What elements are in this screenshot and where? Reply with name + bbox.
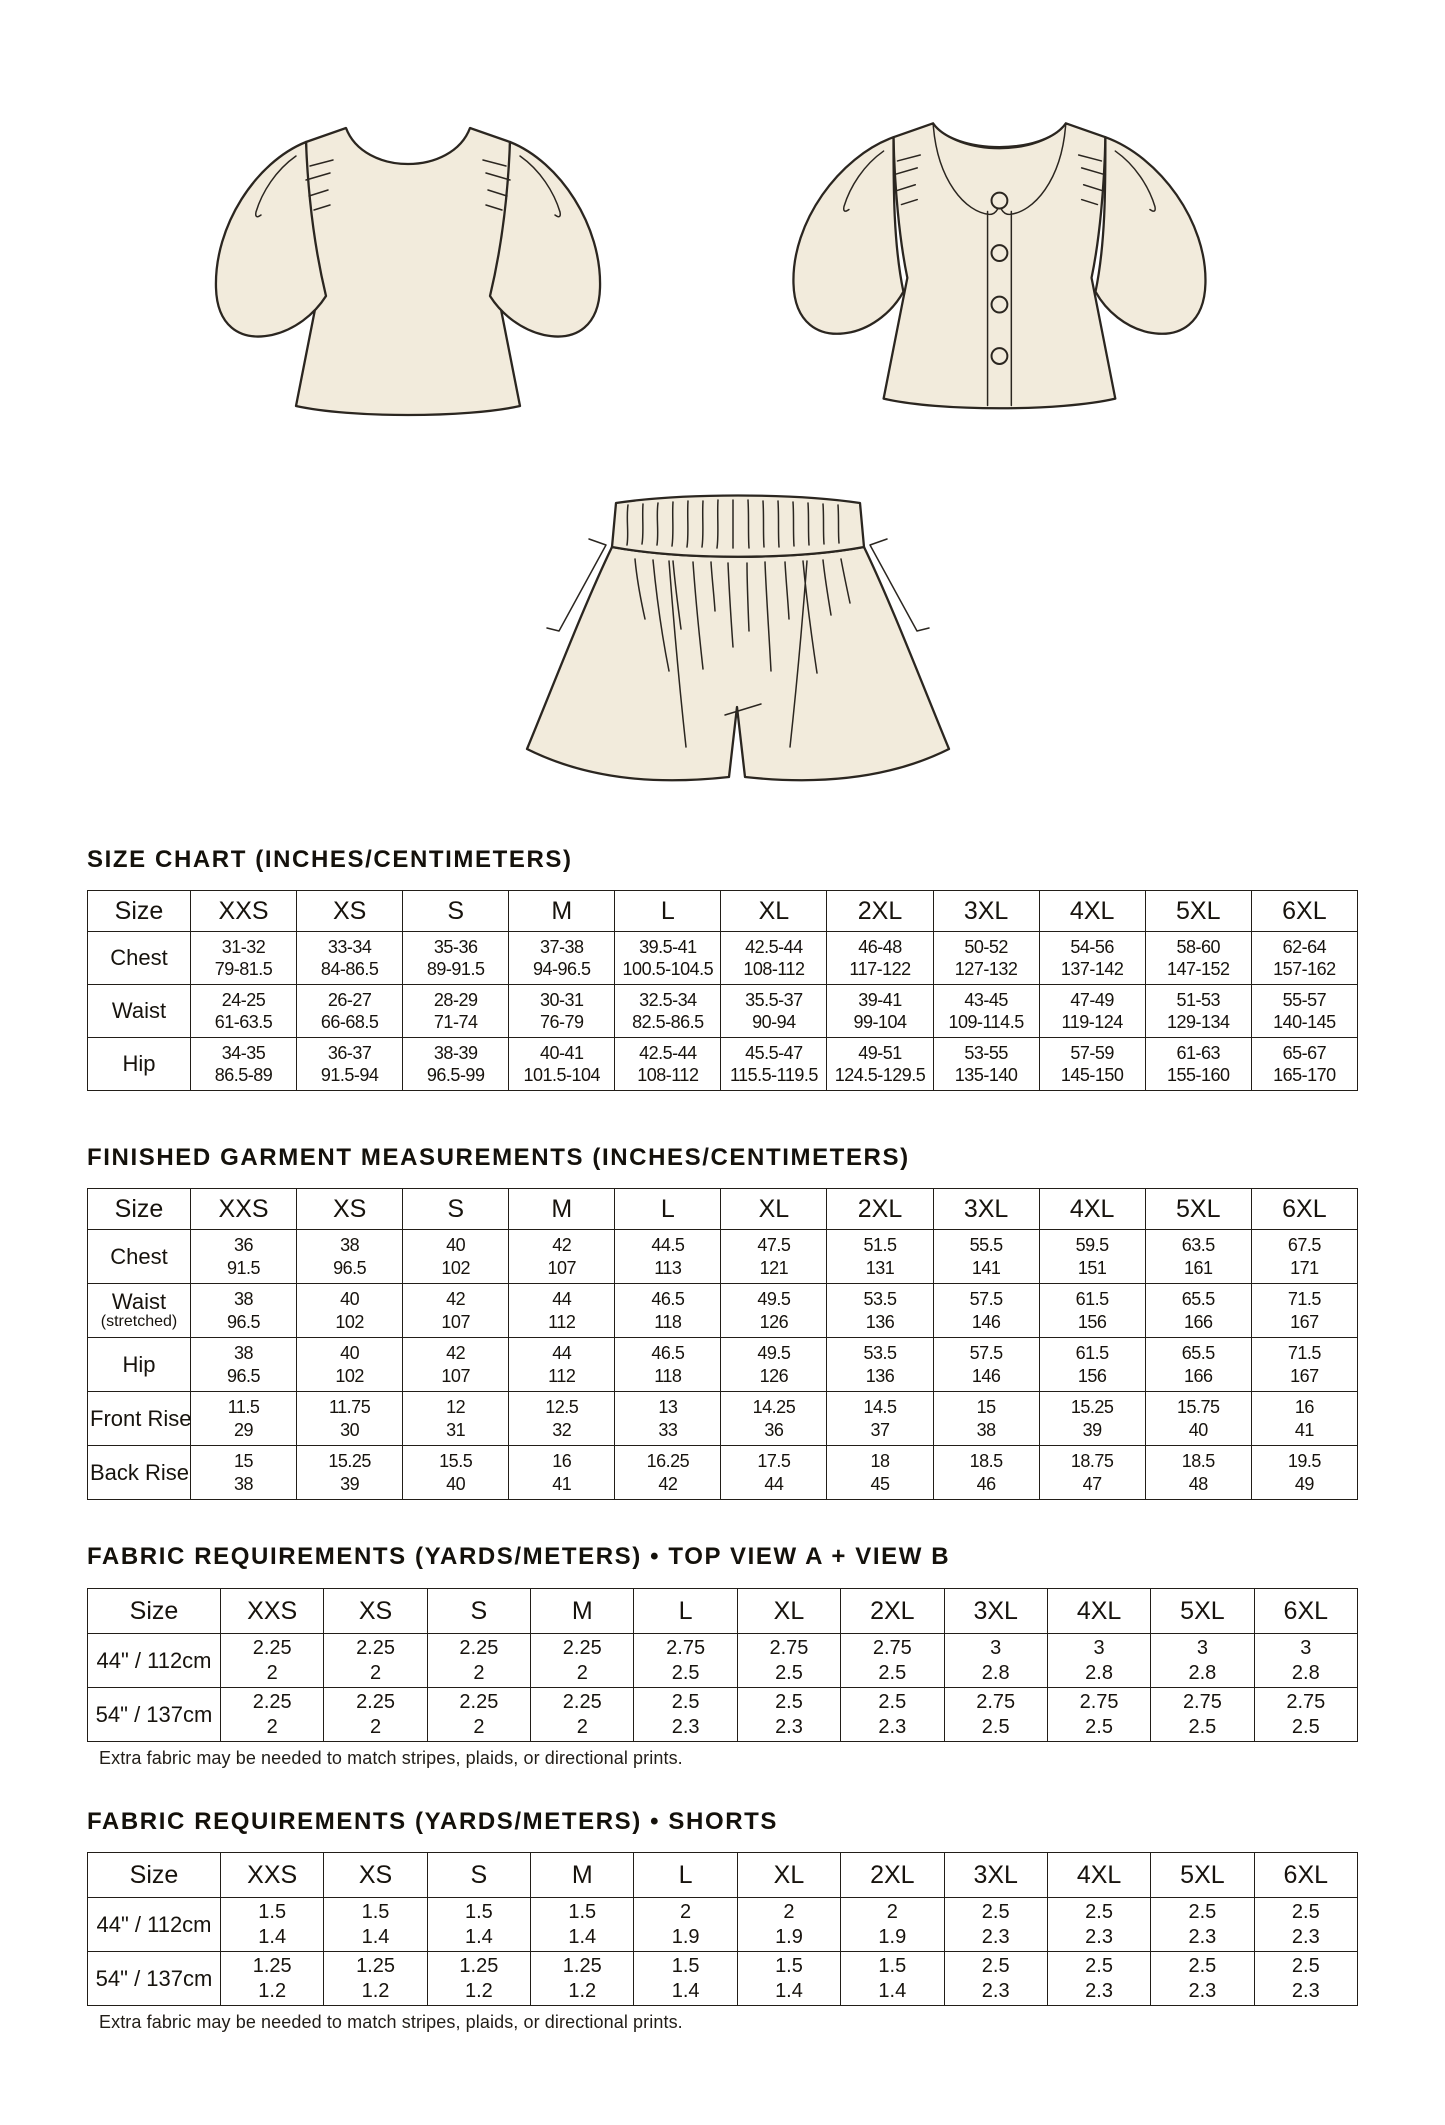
measurement-cell: 2.25 2 xyxy=(427,1688,530,1742)
blouse-view-b-illustration xyxy=(742,96,1247,421)
measurement-cell: 15.75 40 xyxy=(1145,1392,1251,1446)
measurement-cell: 44 112 xyxy=(509,1338,615,1392)
measurement-cell: 49-51 124.5-129.5 xyxy=(827,1038,933,1091)
column-header: Size xyxy=(88,1589,221,1634)
measurement-cell: 2.25 2 xyxy=(324,1688,427,1742)
column-header: 5XL xyxy=(1145,1189,1251,1230)
column-header: L xyxy=(634,1589,737,1634)
measurement-cell: 2.75 2.5 xyxy=(841,1634,944,1688)
measurement-cell: 62-64 157-162 xyxy=(1251,932,1357,985)
row-label: Waist xyxy=(88,985,191,1038)
column-header: 4XL xyxy=(1039,891,1145,932)
column-header: 2XL xyxy=(841,1589,944,1634)
measurement-cell: 16 41 xyxy=(1251,1392,1357,1446)
measurement-cell: 19.5 49 xyxy=(1251,1446,1357,1500)
measurement-cell: 2.25 2 xyxy=(531,1688,634,1742)
measurement-cell: 3 2.8 xyxy=(944,1634,1047,1688)
column-header: XXS xyxy=(191,891,297,932)
size-chart-table xyxy=(87,890,1358,1091)
measurement-cell: 1.25 1.2 xyxy=(324,1952,427,2006)
elastic-waistband xyxy=(612,496,864,557)
measurement-cell: 43-45 109-114.5 xyxy=(933,985,1039,1038)
row-label: Hip xyxy=(88,1338,191,1392)
measurement-cell: 12 31 xyxy=(403,1392,509,1446)
finished-garment-measurements-grid xyxy=(87,1188,1358,1500)
measurement-cell: 2.25 2 xyxy=(531,1634,634,1688)
measurement-cell: 71.5 167 xyxy=(1251,1284,1357,1338)
measurement-cell: 2.5 2.3 xyxy=(1254,1952,1357,2006)
fabric-requirements-top-title: FABRIC REQUIREMENTS (YARDS/METERS) • TOP VIEW A + VIEW B xyxy=(87,1543,951,1570)
row-label: 54" / 137cm xyxy=(88,1688,221,1742)
measurement-cell: 15.5 40 xyxy=(403,1446,509,1500)
measurement-cell: 53-55 135-140 xyxy=(933,1038,1039,1091)
row-label: Front Rise xyxy=(88,1392,191,1446)
measurement-cell: 2.5 2.3 xyxy=(1254,1898,1357,1952)
measurement-cell: 67.5 171 xyxy=(1251,1230,1357,1284)
fabric-requirements-shorts-title: FABRIC REQUIREMENTS (YARDS/METERS) • SHORTS xyxy=(87,1808,779,1835)
measurement-cell: 44.5 113 xyxy=(615,1230,721,1284)
measurement-cell: 53.5 136 xyxy=(827,1284,933,1338)
measurement-cell: 14.5 37 xyxy=(827,1392,933,1446)
button xyxy=(992,193,1008,209)
fabric-requirements-shorts-grid xyxy=(87,1852,1358,2006)
measurement-cell: 42 107 xyxy=(403,1338,509,1392)
column-header: S xyxy=(427,1853,530,1898)
measurement-cell: 65-67 165-170 xyxy=(1251,1038,1357,1091)
column-header: 5XL xyxy=(1151,1853,1254,1898)
column-header: XXS xyxy=(221,1589,324,1634)
measurement-cell: 15.25 39 xyxy=(297,1446,403,1500)
measurement-cell: 2.75 2.5 xyxy=(1047,1688,1150,1742)
measurement-cell: 2 1.9 xyxy=(737,1898,840,1952)
measurement-cell: 18.75 47 xyxy=(1039,1446,1145,1500)
measurement-cell: 57.5 146 xyxy=(933,1284,1039,1338)
measurement-cell: 61-63 155-160 xyxy=(1145,1038,1251,1091)
measurement-cell: 31-32 79-81.5 xyxy=(191,932,297,985)
measurement-cell: 12.5 32 xyxy=(509,1392,615,1446)
measurement-cell: 59.5 151 xyxy=(1039,1230,1145,1284)
column-header: XXS xyxy=(221,1853,324,1898)
measurement-cell: 61.5 156 xyxy=(1039,1284,1145,1338)
measurement-cell: 33-34 84-86.5 xyxy=(297,932,403,985)
measurement-cell: 1.5 1.4 xyxy=(531,1898,634,1952)
measurement-cell: 2.5 2.3 xyxy=(1047,1898,1150,1952)
column-header: 5XL xyxy=(1151,1589,1254,1634)
measurement-cell: 35-36 89-91.5 xyxy=(403,932,509,985)
blouse-body xyxy=(296,128,520,415)
measurement-cell: 53.5 136 xyxy=(827,1338,933,1392)
measurement-cell: 49.5 126 xyxy=(721,1284,827,1338)
measurement-cell: 2.75 2.5 xyxy=(634,1634,737,1688)
measurement-cell: 3 2.8 xyxy=(1254,1634,1357,1688)
button xyxy=(992,348,1008,364)
measurement-cell: 46.5 118 xyxy=(615,1338,721,1392)
measurement-cell: 2.5 2.3 xyxy=(944,1952,1047,2006)
measurement-cell: 57-59 145-150 xyxy=(1039,1038,1145,1091)
fabric-requirements-top-table xyxy=(87,1588,1358,1742)
measurement-cell: 24-25 61-63.5 xyxy=(191,985,297,1038)
measurement-cell: 32.5-34 82.5-86.5 xyxy=(615,985,721,1038)
measurement-cell: 34-35 86.5-89 xyxy=(191,1038,297,1091)
row-label: 44" / 112cm xyxy=(88,1898,221,1952)
measurement-cell: 1.5 1.4 xyxy=(737,1952,840,2006)
column-header: XS xyxy=(297,1189,403,1230)
measurement-cell: 40 102 xyxy=(297,1284,403,1338)
shorts-illustration xyxy=(503,483,973,786)
column-header: 6XL xyxy=(1251,1189,1357,1230)
measurement-cell: 2.5 2.3 xyxy=(944,1898,1047,1952)
fabric-requirements-top-grid xyxy=(87,1588,1358,1742)
measurement-cell: 18.5 46 xyxy=(933,1446,1039,1500)
measurement-cell: 1.25 1.2 xyxy=(427,1952,530,2006)
measurement-cell: 11.5 29 xyxy=(191,1392,297,1446)
row-label: 54" / 137cm xyxy=(88,1952,221,2006)
measurement-cell: 15 38 xyxy=(191,1446,297,1500)
measurement-cell: 13 33 xyxy=(615,1392,721,1446)
column-header: XL xyxy=(737,1589,840,1634)
measurement-cell: 54-56 137-142 xyxy=(1039,932,1145,985)
column-header: 6XL xyxy=(1254,1853,1357,1898)
measurement-cell: 42.5-44 108-112 xyxy=(615,1038,721,1091)
measurement-cell: 16.25 42 xyxy=(615,1446,721,1500)
measurement-cell: 42 107 xyxy=(403,1284,509,1338)
measurement-cell: 1.5 1.4 xyxy=(841,1952,944,2006)
column-header: L xyxy=(634,1853,737,1898)
measurement-cell: 1.5 1.4 xyxy=(324,1898,427,1952)
measurement-cell: 11.75 30 xyxy=(297,1392,403,1446)
column-header: 3XL xyxy=(933,891,1039,932)
measurement-cell: 1.5 1.4 xyxy=(427,1898,530,1952)
column-header: M xyxy=(531,1853,634,1898)
column-header: 2XL xyxy=(841,1853,944,1898)
fabric-note-top: Extra fabric may be needed to match stripes, plaids, or directional prints. xyxy=(99,1748,683,1768)
column-header: 5XL xyxy=(1145,891,1251,932)
finished-measurements-title: FINISHED GARMENT MEASUREMENTS (INCHES/CENTIMETERS) xyxy=(87,1144,910,1171)
measurement-cell: 2.5 2.3 xyxy=(841,1688,944,1742)
measurement-cell: 2.25 2 xyxy=(324,1634,427,1688)
measurement-cell: 65.5 166 xyxy=(1145,1284,1251,1338)
measurement-cell: 17.5 44 xyxy=(721,1446,827,1500)
row-label: Chest xyxy=(88,932,191,985)
column-header: S xyxy=(403,1189,509,1230)
measurement-cell: 46.5 118 xyxy=(615,1284,721,1338)
measurement-cell: 36-37 91.5-94 xyxy=(297,1038,403,1091)
measurement-cell: 15.25 39 xyxy=(1039,1392,1145,1446)
column-header: Size xyxy=(88,1189,191,1230)
measurement-cell: 61.5 156 xyxy=(1039,1338,1145,1392)
column-header: M xyxy=(531,1589,634,1634)
measurement-cell: 39.5-41 100.5-104.5 xyxy=(615,932,721,985)
measurement-cell: 38 96.5 xyxy=(191,1284,297,1338)
measurement-cell: 2.5 2.3 xyxy=(1151,1952,1254,2006)
measurement-cell: 38 96.5 xyxy=(191,1338,297,1392)
column-header: S xyxy=(427,1589,530,1634)
measurement-cell: 2 1.9 xyxy=(841,1898,944,1952)
column-header: 3XL xyxy=(944,1853,1047,1898)
measurement-cell: 47.5 121 xyxy=(721,1230,827,1284)
measurement-cell: 71.5 167 xyxy=(1251,1338,1357,1392)
measurement-cell: 2.25 2 xyxy=(221,1688,324,1742)
measurement-cell: 51.5 131 xyxy=(827,1230,933,1284)
measurement-cell: 2.25 2 xyxy=(427,1634,530,1688)
measurement-cell: 65.5 166 xyxy=(1145,1338,1251,1392)
column-header: 3XL xyxy=(933,1189,1039,1230)
measurement-cell: 2.25 2 xyxy=(221,1634,324,1688)
row-label: Hip xyxy=(88,1038,191,1091)
column-header: XL xyxy=(737,1853,840,1898)
measurement-cell: 16 41 xyxy=(509,1446,615,1500)
fabric-requirements-shorts-table xyxy=(87,1852,1358,2006)
measurement-cell: 49.5 126 xyxy=(721,1338,827,1392)
measurement-cell: 58-60 147-152 xyxy=(1145,932,1251,985)
shorts-legs xyxy=(527,547,949,780)
column-header: Size xyxy=(88,1853,221,1898)
column-header: XL xyxy=(721,891,827,932)
measurement-cell: 14.25 36 xyxy=(721,1392,827,1446)
column-header: M xyxy=(509,891,615,932)
column-header: XL xyxy=(721,1189,827,1230)
column-header: XS xyxy=(324,1853,427,1898)
measurement-cell: 35.5-37 90-94 xyxy=(721,985,827,1038)
measurement-cell: 36 91.5 xyxy=(191,1230,297,1284)
measurement-cell: 42 107 xyxy=(509,1230,615,1284)
column-header: 3XL xyxy=(944,1589,1047,1634)
measurement-cell: 15 38 xyxy=(933,1392,1039,1446)
measurement-cell: 1.25 1.2 xyxy=(531,1952,634,2006)
measurement-cell: 18.5 48 xyxy=(1145,1446,1251,1500)
measurement-cell: 40 102 xyxy=(297,1338,403,1392)
measurement-cell: 30-31 76-79 xyxy=(509,985,615,1038)
blouse-view-a-illustration xyxy=(178,104,633,426)
measurement-cell: 55.5 141 xyxy=(933,1230,1039,1284)
size-chart-title: SIZE CHART (INCHES/CENTIMETERS) xyxy=(87,846,573,873)
measurement-cell: 40 102 xyxy=(403,1230,509,1284)
button xyxy=(992,245,1008,261)
measurement-cell: 47-49 119-124 xyxy=(1039,985,1145,1038)
measurement-cell: 40-41 101.5-104 xyxy=(509,1038,615,1091)
blouse-body xyxy=(884,123,1116,408)
measurement-cell: 1.5 1.4 xyxy=(634,1952,737,2006)
measurement-cell: 2.75 2.5 xyxy=(737,1634,840,1688)
size-chart-grid xyxy=(87,890,1358,1091)
row-label: 44" / 112cm xyxy=(88,1634,221,1688)
column-header: 4XL xyxy=(1047,1589,1150,1634)
column-header: 2XL xyxy=(827,1189,933,1230)
measurement-cell: 44 112 xyxy=(509,1284,615,1338)
measurement-cell: 55-57 140-145 xyxy=(1251,985,1357,1038)
measurement-cell: 37-38 94-96.5 xyxy=(509,932,615,985)
fabric-note-shorts: Extra fabric may be needed to match stripes, plaids, or directional prints. xyxy=(99,2012,683,2032)
column-header: 6XL xyxy=(1251,891,1357,932)
button xyxy=(992,297,1008,313)
measurement-cell: 2.5 2.3 xyxy=(1047,1952,1150,2006)
row-label: Waist (stretched) xyxy=(88,1284,191,1338)
measurement-cell: 2.5 2.3 xyxy=(1151,1898,1254,1952)
measurement-cell: 2.75 2.5 xyxy=(1151,1688,1254,1742)
column-header: L xyxy=(615,1189,721,1230)
measurement-cell: 51-53 129-134 xyxy=(1145,985,1251,1038)
measurement-cell: 46-48 117-122 xyxy=(827,932,933,985)
measurement-cell: 3 2.8 xyxy=(1151,1634,1254,1688)
measurement-cell: 3 2.8 xyxy=(1047,1634,1150,1688)
measurement-cell: 63.5 161 xyxy=(1145,1230,1251,1284)
column-header: 4XL xyxy=(1047,1853,1150,1898)
measurement-cell: 50-52 127-132 xyxy=(933,932,1039,985)
column-header: 2XL xyxy=(827,891,933,932)
measurement-cell: 1.25 1.2 xyxy=(221,1952,324,2006)
measurement-cell: 18 45 xyxy=(827,1446,933,1500)
measurement-cell: 1.5 1.4 xyxy=(221,1898,324,1952)
column-header: XS xyxy=(297,891,403,932)
measurement-cell: 38-39 96.5-99 xyxy=(403,1038,509,1091)
column-header: 6XL xyxy=(1254,1589,1357,1634)
measurement-cell: 38 96.5 xyxy=(297,1230,403,1284)
measurement-cell: 2.75 2.5 xyxy=(944,1688,1047,1742)
row-label: Back Rise xyxy=(88,1446,191,1500)
measurement-cell: 2 1.9 xyxy=(634,1898,737,1952)
measurement-cell: 2.75 2.5 xyxy=(1254,1688,1357,1742)
column-header: Size xyxy=(88,891,191,932)
measurement-cell: 2.5 2.3 xyxy=(737,1688,840,1742)
measurement-cell: 45.5-47 115.5-119.5 xyxy=(721,1038,827,1091)
measurement-cell: 28-29 71-74 xyxy=(403,985,509,1038)
row-label: Chest xyxy=(88,1230,191,1284)
measurement-cell: 2.5 2.3 xyxy=(634,1688,737,1742)
column-header: 4XL xyxy=(1039,1189,1145,1230)
column-header: L xyxy=(615,891,721,932)
measurement-cell: 26-27 66-68.5 xyxy=(297,985,403,1038)
column-header: M xyxy=(509,1189,615,1230)
measurement-cell: 39-41 99-104 xyxy=(827,985,933,1038)
column-header: S xyxy=(403,891,509,932)
column-header: XS xyxy=(324,1589,427,1634)
column-header: XXS xyxy=(191,1189,297,1230)
finished-measurements-table xyxy=(87,1188,1358,1500)
measurement-cell: 57.5 146 xyxy=(933,1338,1039,1392)
measurement-cell: 42.5-44 108-112 xyxy=(721,932,827,985)
